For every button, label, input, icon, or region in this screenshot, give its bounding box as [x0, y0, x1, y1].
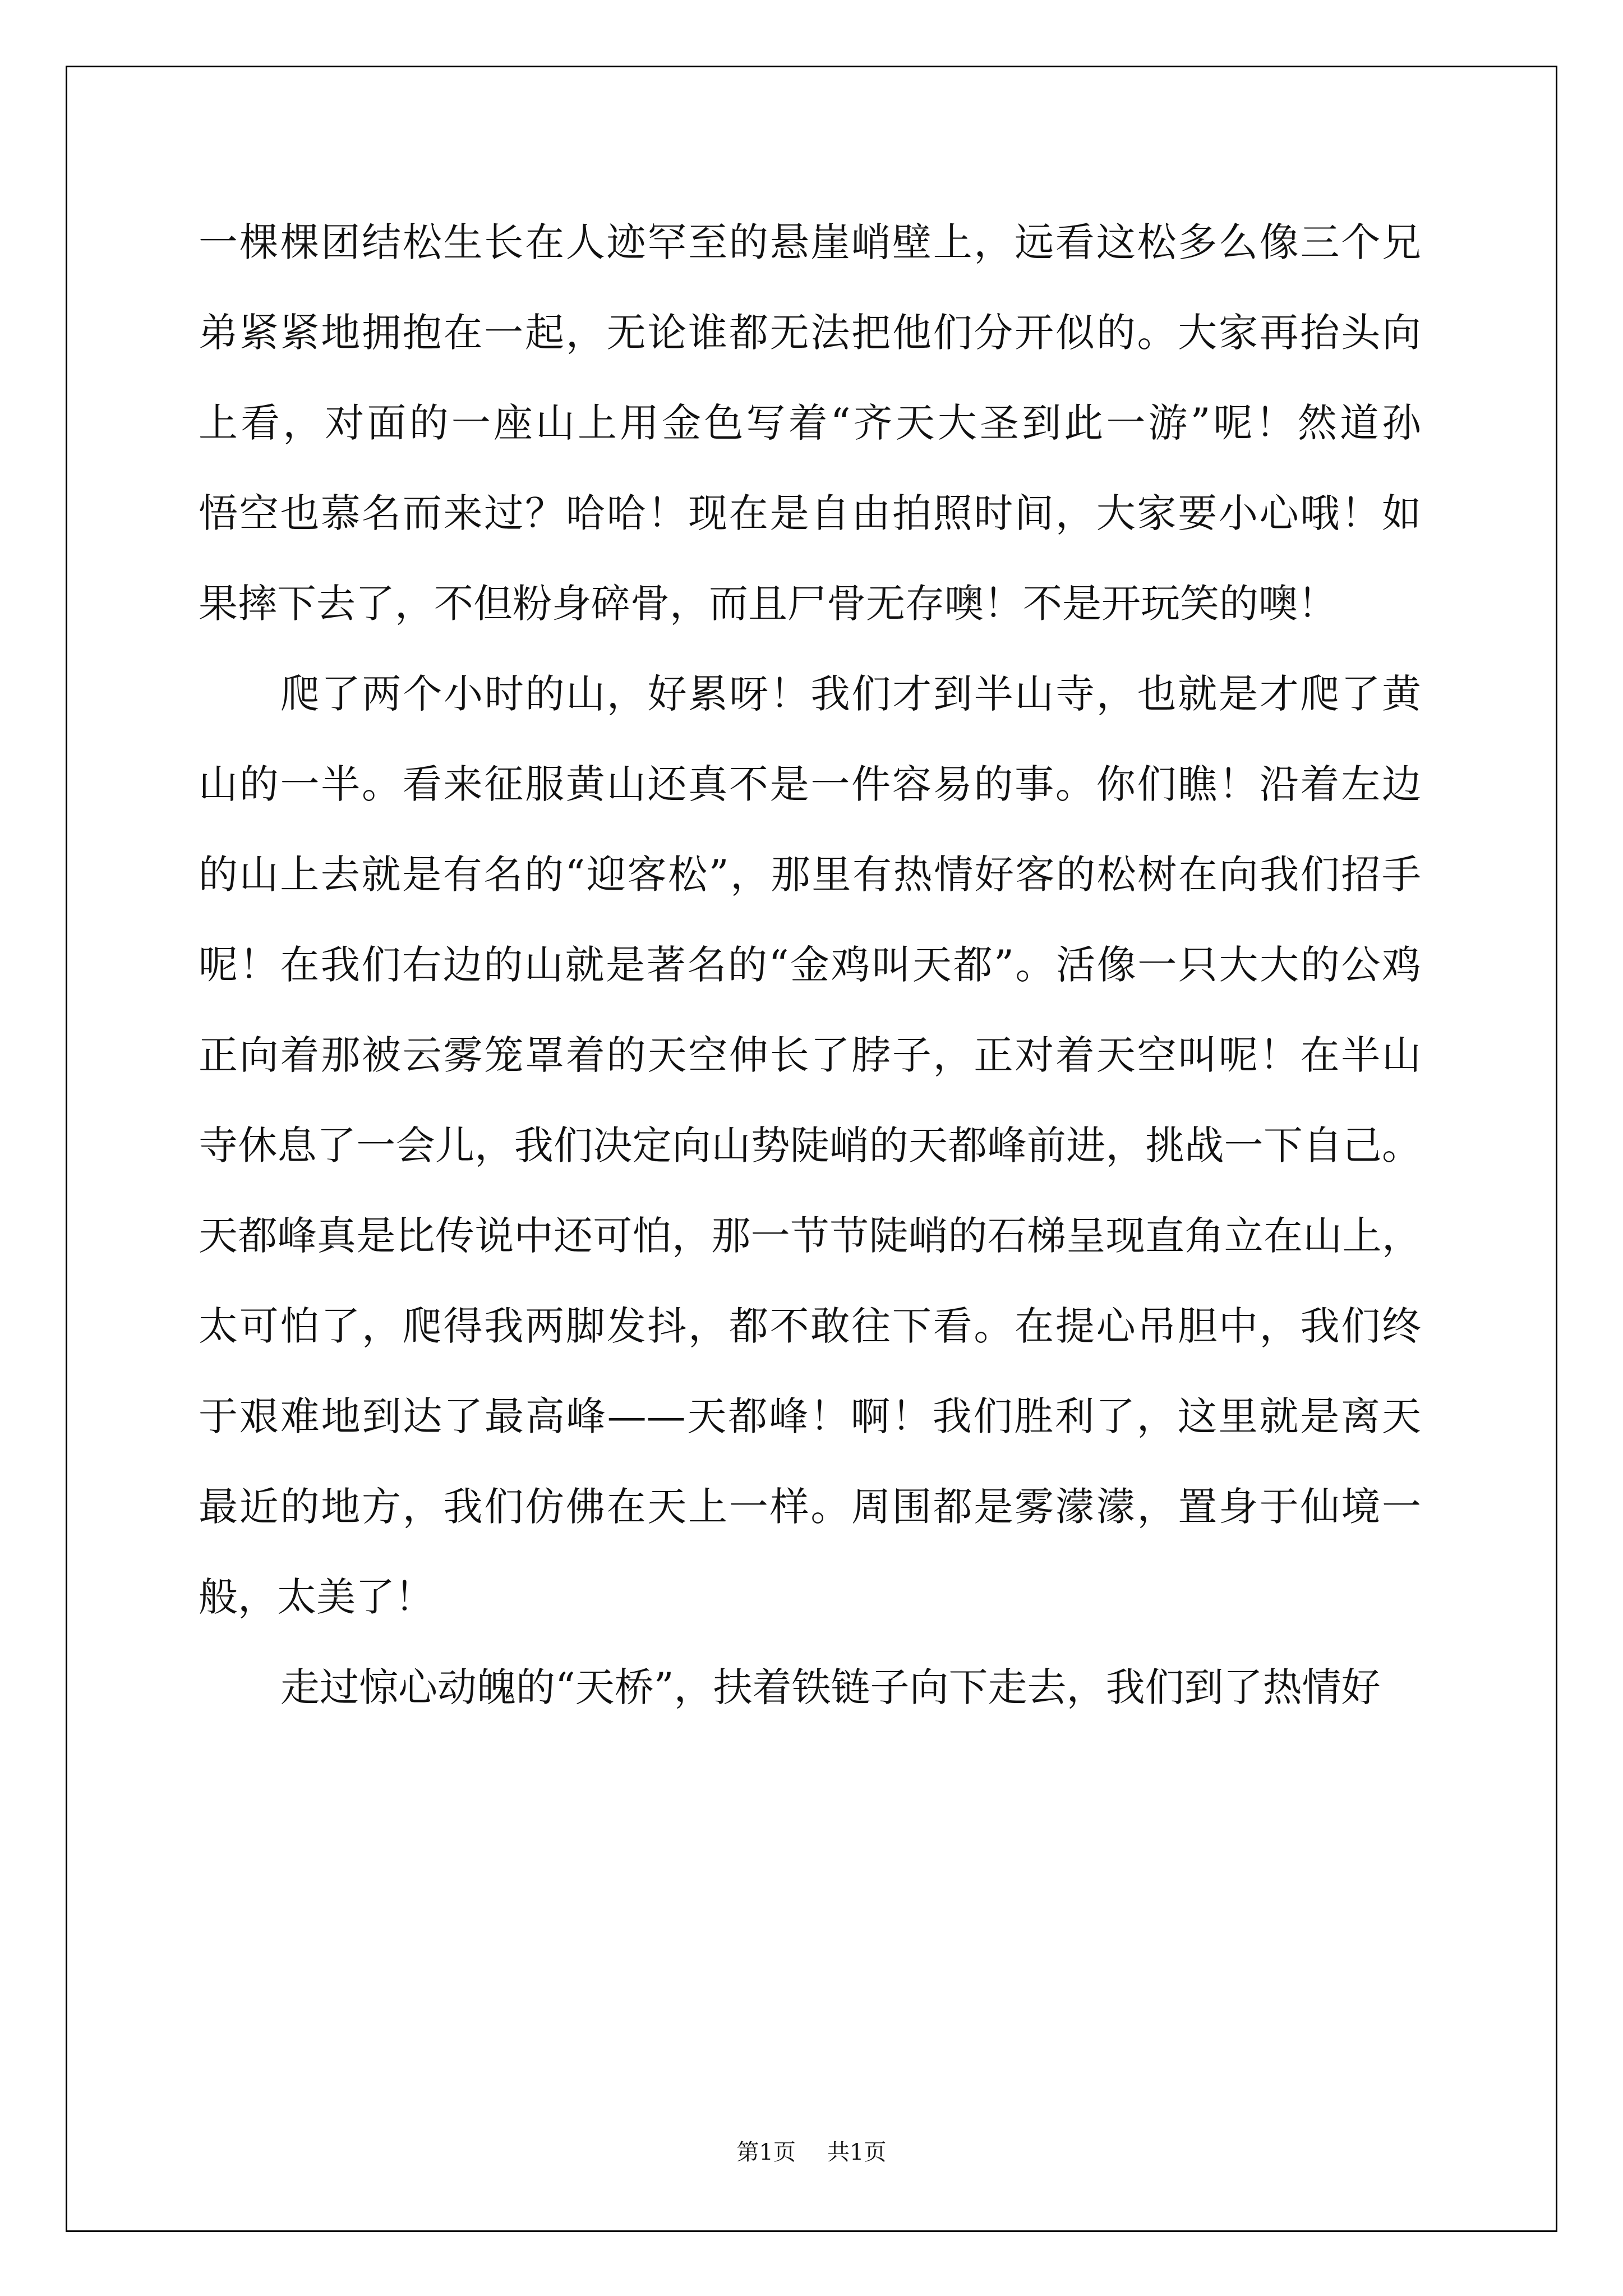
document-body — [199, 197, 1421, 1733]
text-line: 正向着那被云雾笼罩着的天空伸长了脖子，正对着天空叫呢！在半山 — [199, 1032, 1421, 1078]
text-line: 山的一半。看来征服黄山还真不是一件容易的事。你们瞧！沿着左边 — [199, 761, 1421, 807]
text-line: 最近的地方，我们仿佛在天上一样。周围都是雾濛濛，置身于仙境一 — [199, 1484, 1421, 1530]
text-line: 寺休息了一会儿，我们决定向山势陡峭的天都峰前进，挑战一下自己。 — [199, 1122, 1421, 1168]
text-line: 果摔下去了，不但粉身碎骨，而且尸骨无存噢！不是开玩笑的噢！ — [199, 581, 1337, 627]
text-line: 的山上去就是有名的“迎客松”，那里有热情好客的松树在向我们招手 — [199, 852, 1421, 898]
paragraph-start-line: 走过惊心动魄的“天桥”，扶着铁链子向下走去，我们到了热情好 — [280, 1664, 1381, 1710]
paragraph-start-line: 爬了两个小时的山，好累呀！我们才到半山寺，也就是才爬了黄 — [280, 671, 1421, 717]
page-footer — [0, 2134, 1623, 2166]
text-line: 天都峰真是比传说中还可怕，那一节节陡峭的石梯呈现直角立在山上， — [199, 1213, 1421, 1259]
text-line: 呢！在我们右边的山就是著名的“金鸡叫天都”。活像一只大大的公鸡 — [199, 942, 1421, 988]
text-line: 于艰难地到达了最高峰——天都峰！啊！我们胜利了，这里就是离天 — [199, 1393, 1421, 1439]
page-total: 共1页 — [827, 2139, 887, 2165]
text-line: 弟紧紧地拥抱在一起，无论谁都无法把他们分开似的。大家再抬头向 — [199, 310, 1421, 356]
page-number: 第1页 — [736, 2139, 796, 2165]
text-line: 般，太美了！ — [199, 1574, 434, 1620]
text-line: 悟空也慕名而来过？哈哈！现在是自由拍照时间，大家要小心哦！如 — [199, 490, 1421, 536]
text-line: 一棵棵团结松生长在人迹罕至的悬崖峭壁上，远看这松多么像三个兄 — [199, 219, 1421, 265]
text-line: 太可怕了，爬得我两脚发抖，都不敢往下看。在提心吊胆中，我们终 — [199, 1303, 1421, 1349]
text-line: 上看，对面的一座山上用金色写着“齐天大圣到此一游”呢！然道孙 — [199, 400, 1421, 446]
